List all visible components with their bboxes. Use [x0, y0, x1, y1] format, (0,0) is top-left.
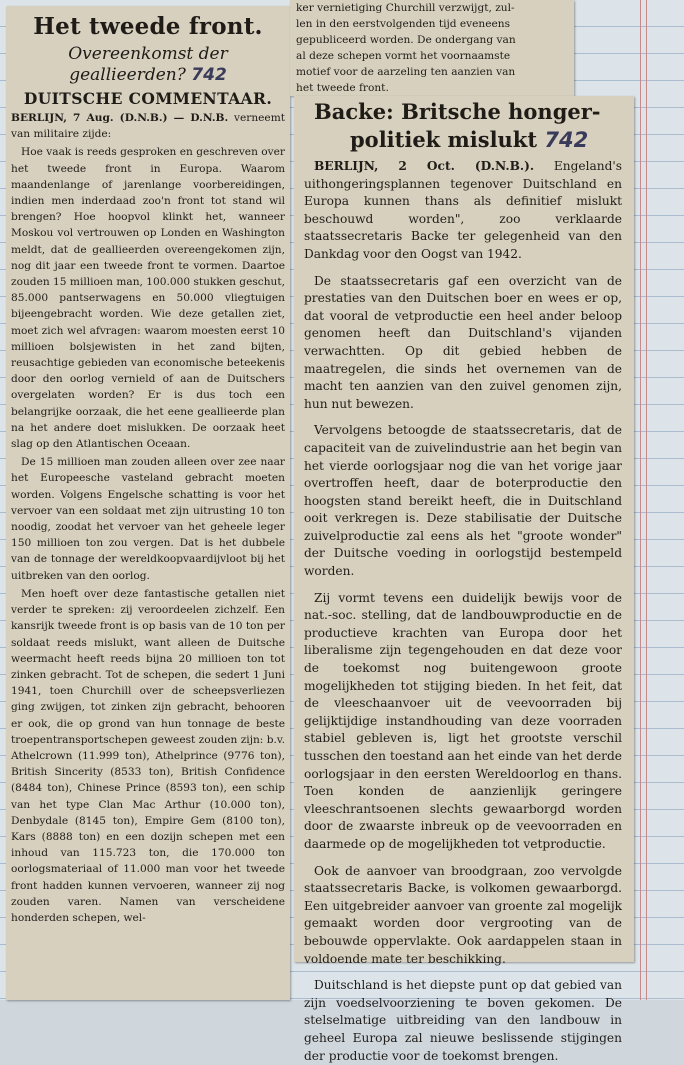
clipping-continuation: [290, 0, 574, 96]
paragraph: Men hoeft over deze fantastische getallen niet verder te spreken: zij veroordeelen zichzelf. Een kansrijk tweede front is op basis van de 10 ton per soldaat reeds mislukt, want alleen de Duitsche weermacht heeft reeds bijna 20 millioen ton tot zinken gebracht. Tot de schepen, die sedert 1 Juni 1941, toen Churchill over de scheepsverliezen ging zwijgen, tot zinken zijn gebracht, behooren er ook, die op grond van hun tonnage de beste troepentransportschepen geweest zouden zijn: b.v. Athelcrown (11.999 ton), Athelprince (9776 ton), British Sincerity (8533 ton), British Confidence (8484 ton), Chinese Prince (8593 ton), een schip van het type Clan Mac Arthur (10.000 ton), Denbydale (8145 ton), Empire Gem (8100 ton), Kars (8888 ton) en een dozijn schepen met een inhoud van 115.723 ton, die 170.000 ton oorlogsmateriaal of 11.000 man voor het tweede front hadden kunnen vervoeren, wanneer zij nog zouden varen. Namen van verscheidene honderden schepen, wel-: [11, 587, 285, 924]
title-line-2: politiek mislukt: [350, 127, 538, 152]
paragraph: Hoe vaak is reeds gesproken en geschreven over het tweede front in Europa. Waarom maandenlange of jarenlange voorbereidingen, indien men inderdaad zoo'n front tot stand wil brengen? Hoe hoopvol klinkt het, wanneer Moskou vol vertrouwen op Londen en Washington meldt, dat de geallieerden overeengekomen zijn, nog dit jaar een tweede front te vormen. Daartoe zouden 15 millioen man, 100.000 stukken geschut, 85.000 pantserwagens en 50.000 vliegtuigen bijeengebracht worden. Wie deze getallen ziet, moet zich wel afvragen: waarom moesten eerst 10 millioen bolsjewisten in het zand bijten, reusachtige gebieden van economische beteekenis door den oorlog vernield of aan de Duitschers overgelaten worden? Er is dus toch een belangrijke oorzaak, die het eene geallieerde plan na het andere doet mislukken. De oorzaak heet slag op den Atlantischen Oceaan.: [11, 146, 285, 451]
continuation-line: ker vernietiging Churchill verzwijgt, zul-: [296, 2, 515, 14]
dateline: BERLIJN, 7 Aug. (D.N.B.) — D.N.B.: [11, 112, 229, 124]
article-title: Het tweede front.: [33, 13, 263, 40]
title-line-1: Backe: Britsche honger-: [314, 99, 601, 124]
section-heading: DUITSCHE COMMENTAAR.: [23, 89, 273, 108]
article-subtitle: [11, 44, 285, 86]
ledger-margin-line: [646, 0, 647, 1000]
continuation-line: gepubliceerd worden. De ondergang van: [296, 34, 516, 46]
handwritten-annotation: 742: [191, 65, 227, 85]
continuation-line: motief voor de aarzeling ten aanzien van: [296, 66, 516, 78]
continuation-line: het tweede front.: [296, 82, 389, 94]
clipping-tweede-front: [6, 6, 290, 1000]
paragraph: Zij vormt tevens een duidelijk bewijs voor de nat.-soc. stelling, dat de landbouwproductie en de productieve krachten van Europa door het liberalisme zijn tegengehouden en dat deze voor de toekomst nog buitengewoon groote mogelijkheden tot stijging bieden. In het feit, dat de vleeschaanvoer uit de veevoorraden bij gelijktijdige instandhouding van deze voorraden stabiel gebleven is, ligt het grootste verschil tusschen den toestand aan het einde van het derde oorlogsjaar in den eersten Wereldoorlog en thans. Toen konden de aanzienlijk geringere vleeschrantsoenen slechts gewaarborgd worden door de zwaarste inbreuk op de veevoorraden en daarmede op de mogelijkheden tot vetproductie.: [304, 590, 622, 851]
article-title: [304, 98, 622, 154]
paragraph: De staatssecretaris gaf een overzicht van de prestaties van den Duitschen boer en wees er op, dat vooral de vetproductie een heel ander beloop genomen heeft dan Duitschland's vijanden verwachtten. Op dit gebied hebben de maatregelen, die sinds het overnemen van de macht ten aanzien van den zuivel genomen zijn, hun nut bewezen.: [304, 273, 622, 411]
paragraph-lead: Engeland's uithongeringsplannen tegenover Duitschland en Europa kunnen thans als definitief mislukt beschouwd worden", zoo verklaarde staatssecretaris Backe ter gelegenheid van den Dankdag voor den Oogst van 1942.: [304, 159, 622, 261]
dateline-continuation: verneemt van militaire zijde:: [11, 112, 285, 141]
handwritten-annotation: 742: [544, 128, 589, 152]
paragraph: Vervolgens betoogde de staatssecretaris, dat de capaciteit van de zuivelindustrie aan het begin van het vierde oorlogsjaar nog die van het vorige jaar overtroffen heeft, daar de boterproductie den hoogsten stand bereikt heeft, die in Duitschland ooit verkregen is. Deze stabilisatie der Duitsche zuivelproductie zal eens als het "groote wonder" der Duitsche voeding in oorlogstijd bestempeld worden.: [304, 423, 622, 579]
dateline: BERLIJN, 2 Oct. (D.N.B.).: [314, 159, 535, 173]
subtitle-line-1: Overeenkomst der: [68, 44, 228, 64]
article-body: [304, 158, 622, 1065]
clipping-backe: [294, 96, 634, 1063]
paragraph: Duitschland is het diepste punt op dat gebied van zijn voedselvoorziening te boven gekomen. De stelselmatige uitbreiding van den landbouw in geheel Europa zal nieuwe beslissende stijgingen der productie voor de toekomst brengen.: [304, 978, 622, 1063]
paragraph: Ook de aanvoer van broodgraan, zoo vervolgde staatssecretaris Backe, is volkomen gewaarborgd. Een uitgebreider aanvoer van groente zal mogelijk gemaakt worden door vergrooting van de bebouwde oppervlakte. Ook aardappelen staan in voldoende mate ter beschikking.: [304, 863, 622, 966]
continuation-body: [296, 0, 568, 96]
ledger-margin-line: [640, 0, 641, 1000]
continuation-line: al deze schepen vormt het voornaamste: [296, 50, 511, 62]
paragraph: De 15 millioen man zouden alleen over zee naar het Europeesche vasteland gebracht moeten worden. Volgens Engelsche schatting is voor het vervoer van een soldaat met zijn uitrusting 10 ton noodig, zoodat het vervoer van het geheele leger 150 millioen ton zou vergen. Dat is het dubbele van de tonnage der wereldkoopvaardijvloot bij het uitbreken van den oorlog.: [11, 456, 285, 582]
subtitle-line-2: [11, 65, 285, 86]
article-body: [11, 110, 285, 926]
subtitle-line-2-text: geallieerden?: [69, 65, 186, 85]
continuation-line: len in den eerstvolgenden tijd eveneens: [296, 18, 511, 30]
